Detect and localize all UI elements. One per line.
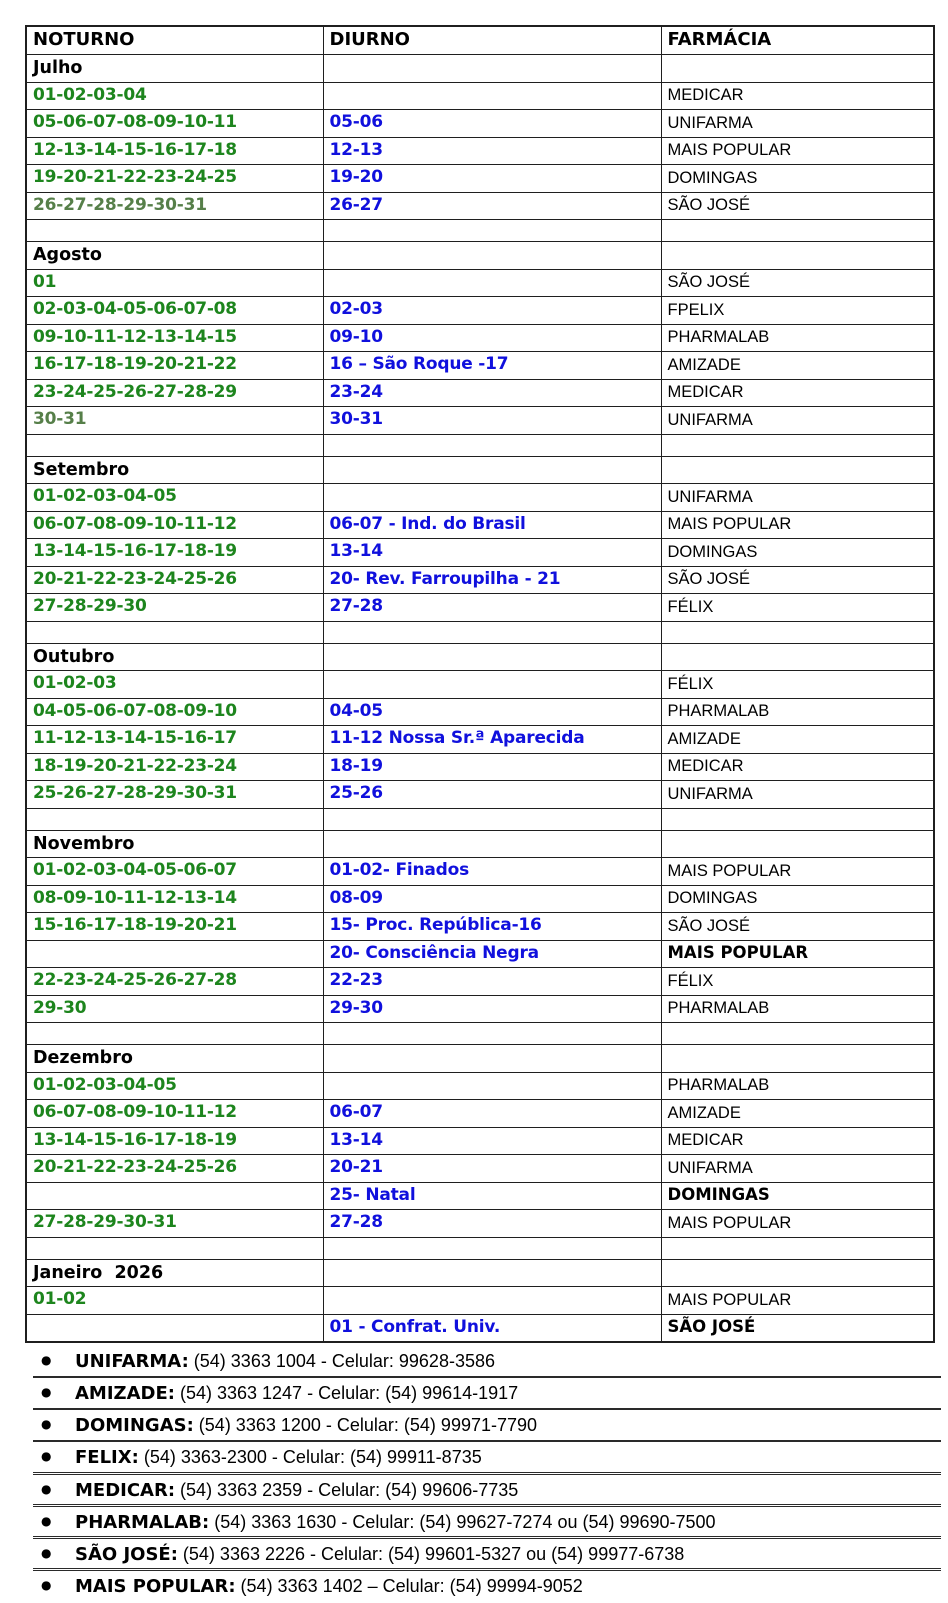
month-label-cell: Novembro — [26, 830, 323, 858]
diurno-dates-cell — [323, 1237, 661, 1259]
bullet-icon: ● — [41, 1513, 52, 1528]
schedule-row — [26, 995, 934, 1023]
farmacia-name-cell: UNIFARMA — [661, 781, 934, 809]
contact-phone-numbers: (54) 3363 2359 - Celular: (54) 99606-7735 — [180, 1479, 519, 1500]
schedule-row — [26, 1314, 934, 1342]
noturno-dates-cell: 20-21-22-23-24-25-26 — [26, 566, 323, 594]
diurno-dates-cell — [323, 1023, 661, 1045]
schedule-row — [26, 484, 934, 512]
farmacia-name-cell: PHARMALAB — [661, 995, 934, 1023]
spacer-row — [26, 621, 934, 643]
diurno-dates-cell: 11-12 Nossa Sr.ª Aparecida — [323, 726, 661, 754]
diurno-dates-cell: 06-07 - Ind. do Brasil — [323, 511, 661, 539]
schedule-row — [26, 297, 934, 325]
farmacia-name-cell: DOMINGAS — [661, 539, 934, 567]
noturno-dates-cell: 13-14-15-16-17-18-19 — [26, 1127, 323, 1155]
bullet-icon: ● — [41, 1385, 52, 1400]
month-row — [26, 456, 934, 484]
diurno-dates-cell: 18-19 — [323, 753, 661, 781]
noturno-dates-cell: 06-07-08-09-10-11-12 — [26, 511, 323, 539]
schedule-row — [26, 511, 934, 539]
schedule-row — [26, 379, 934, 407]
noturno-dates-cell: 01-02-03 — [26, 671, 323, 699]
month-label-cell: Outubro — [26, 643, 323, 671]
noturno-dates-cell: 01-02-03-04-05 — [26, 484, 323, 512]
diurno-dates-cell: 26-27 — [323, 192, 661, 220]
contact-pharmacy-name: SÃO JOSÉ: — [75, 1543, 178, 1565]
farmacia-name-cell — [661, 434, 934, 456]
month-row — [26, 830, 934, 858]
schedule-row — [26, 1100, 934, 1128]
contact-item — [25, 1507, 943, 1539]
contact-phone-numbers: (54) 3363-2300 - Celular: (54) 99911-8735 — [143, 1447, 482, 1468]
diurno-dates-cell: 19-20 — [323, 165, 661, 193]
diurno-dates-cell: 09-10 — [323, 324, 661, 352]
noturno-dates-cell — [26, 940, 323, 968]
month-row — [26, 1259, 934, 1287]
farmacia-name-cell: MEDICAR — [661, 1127, 934, 1155]
noturno-dates-cell: 12-13-14-15-16-17-18 — [26, 137, 323, 165]
diurno-dates-cell — [323, 434, 661, 456]
farmacia-name-cell: AMIZADE — [661, 352, 934, 380]
noturno-dates-cell: 04-05-06-07-08-09-10 — [26, 698, 323, 726]
schedule-row — [26, 594, 934, 622]
diurno-dates-cell — [323, 643, 661, 671]
farmacia-name-cell: MAIS POPULAR — [661, 1287, 934, 1315]
bullet-icon: ● — [41, 1353, 52, 1367]
schedule-row — [26, 110, 934, 138]
spacer-row — [26, 1023, 934, 1045]
bullet-icon: ● — [41, 1481, 52, 1496]
farmacia-name-cell: FÉLIX — [661, 968, 934, 996]
diurno-dates-cell: 13-14 — [323, 539, 661, 567]
schedule-row — [26, 165, 934, 193]
diurno-dates-cell: 01-02- Finados — [323, 858, 661, 886]
noturno-dates-cell: 01-02 — [26, 1287, 323, 1315]
noturno-dates-cell: 05-06-07-08-09-10-11 — [26, 110, 323, 138]
diurno-dates-cell: 27-28 — [323, 1210, 661, 1238]
contact-phone-numbers: (54) 3363 1200 - Celular: (54) 99971-7790 — [198, 1415, 538, 1436]
month-row — [26, 1045, 934, 1073]
farmacia-name-cell: MEDICAR — [661, 753, 934, 781]
noturno-dates-cell: 01-02-03-04-05-06-07 — [26, 858, 323, 886]
month-row — [26, 643, 934, 671]
contact-item — [25, 1475, 943, 1507]
diurno-dates-cell: 23-24 — [323, 379, 661, 407]
diurno-dates-cell: 15- Proc. República-16 — [323, 913, 661, 941]
schedule-row — [26, 82, 934, 110]
contact-pharmacy-name: AMIZADE: — [75, 1383, 175, 1405]
contact-item — [25, 1442, 943, 1474]
noturno-dates-cell: 11-12-13-14-15-16-17 — [26, 726, 323, 754]
diurno-dates-cell — [323, 621, 661, 643]
farmacia-name-cell: FÉLIX — [661, 594, 934, 622]
bullet-icon: ● — [41, 1545, 52, 1560]
farmacia-name-cell: FPELIX — [661, 297, 934, 325]
noturno-dates-cell: 01 — [26, 269, 323, 297]
diurno-dates-cell — [323, 220, 661, 242]
spacer-row — [26, 808, 934, 830]
farmacia-name-cell: MAIS POPULAR — [661, 511, 934, 539]
diurno-dates-cell: 05-06 — [323, 110, 661, 138]
farmacia-name-cell — [661, 808, 934, 830]
noturno-dates-cell: 19-20-21-22-23-24-25 — [26, 165, 323, 193]
diurno-dates-cell: 27-28 — [323, 594, 661, 622]
diurno-dates-cell: 04-05 — [323, 698, 661, 726]
diurno-dates-cell: 06-07 — [323, 1100, 661, 1128]
contact-item — [25, 1571, 943, 1603]
noturno-dates-cell: 01-02-03-04-05 — [26, 1072, 323, 1100]
bullet-icon: ● — [41, 1417, 52, 1432]
contact-pharmacy-name: MAIS POPULAR: — [75, 1576, 236, 1598]
diurno-dates-cell — [323, 82, 661, 110]
noturno-dates-cell: 06-07-08-09-10-11-12 — [26, 1100, 323, 1128]
farmacia-name-cell — [661, 830, 934, 858]
column-header-noturno: NOTURNO — [26, 26, 323, 55]
schedule-row — [26, 324, 934, 352]
noturno-dates-cell: 23-24-25-26-27-28-29 — [26, 379, 323, 407]
schedule-row — [26, 671, 934, 699]
diurno-dates-cell: 20- Consciência Negra — [323, 940, 661, 968]
contact-phone-numbers: (54) 3363 2226 - Celular: (54) 99601-5327 ou (54) 99977-6738 — [182, 1543, 685, 1564]
spacer-row — [26, 220, 934, 242]
farmacia-name-cell — [661, 242, 934, 270]
noturno-dates-cell: 26-27-28-29-30-31 — [26, 192, 323, 220]
schedule-row — [26, 726, 934, 754]
noturno-dates-cell: 09-10-11-12-13-14-15 — [26, 324, 323, 352]
diurno-dates-cell: 20- Rev. Farroupilha - 21 — [323, 566, 661, 594]
farmacia-name-cell: SÃO JOSÉ — [661, 1314, 934, 1342]
farmacia-name-cell: PHARMALAB — [661, 324, 934, 352]
farmacia-name-cell: AMIZADE — [661, 1100, 934, 1128]
schedule-row — [26, 407, 934, 435]
noturno-dates-cell — [26, 621, 323, 643]
schedule-row — [26, 1155, 934, 1183]
month-label-cell: Agosto — [26, 242, 323, 270]
diurno-dates-cell: 12-13 — [323, 137, 661, 165]
schedule-row — [26, 968, 934, 996]
noturno-dates-cell: 02-03-04-05-06-07-08 — [26, 297, 323, 325]
diurno-dates-cell: 20-21 — [323, 1155, 661, 1183]
farmacia-name-cell: MAIS POPULAR — [661, 137, 934, 165]
noturno-dates-cell: 22-23-24-25-26-27-28 — [26, 968, 323, 996]
contact-pharmacy-name: MEDICAR: — [75, 1479, 176, 1501]
farmacia-name-cell: PHARMALAB — [661, 698, 934, 726]
month-row — [26, 242, 934, 270]
contact-phone-numbers: (54) 3363 1247 - Celular: (54) 99614-1917 — [179, 1383, 519, 1404]
farmacia-name-cell — [661, 1237, 934, 1259]
diurno-dates-cell — [323, 1287, 661, 1315]
farmacia-name-cell — [661, 55, 934, 83]
table-header-row — [26, 26, 934, 55]
schedule-row — [26, 269, 934, 297]
farmacia-name-cell: FÉLIX — [661, 671, 934, 699]
farmacia-name-cell — [661, 621, 934, 643]
farmacia-name-cell: MAIS POPULAR — [661, 940, 934, 968]
contact-pharmacy-name: DOMINGAS: — [75, 1415, 194, 1437]
diurno-dates-cell: 02-03 — [323, 297, 661, 325]
farmacia-name-cell: DOMINGAS — [661, 885, 934, 913]
schedule-row — [26, 1127, 934, 1155]
diurno-dates-cell: 25-26 — [323, 781, 661, 809]
diurno-dates-cell: 29-30 — [323, 995, 661, 1023]
noturno-dates-cell: 01-02-03-04 — [26, 82, 323, 110]
farmacia-name-cell: SÃO JOSÉ — [661, 913, 934, 941]
diurno-dates-cell — [323, 1072, 661, 1100]
diurno-dates-cell — [323, 671, 661, 699]
contact-pharmacy-name: FELIX: — [75, 1447, 139, 1469]
column-header-farmacia: FARMÁCIA — [661, 26, 934, 55]
spacer-row — [26, 434, 934, 456]
noturno-dates-cell: 30-31 — [26, 407, 323, 435]
noturno-dates-cell — [26, 220, 323, 242]
diurno-dates-cell — [323, 808, 661, 830]
farmacia-name-cell: MEDICAR — [661, 379, 934, 407]
diurno-dates-cell — [323, 1045, 661, 1073]
diurno-dates-cell — [323, 269, 661, 297]
farmacia-name-cell: UNIFARMA — [661, 1155, 934, 1183]
contact-item — [25, 1346, 943, 1378]
spacer-row — [26, 1237, 934, 1259]
noturno-dates-cell — [26, 1182, 323, 1210]
contact-item — [25, 1378, 943, 1410]
noturno-dates-cell — [26, 1314, 323, 1342]
schedule-row — [26, 539, 934, 567]
noturno-dates-cell: 08-09-10-11-12-13-14 — [26, 885, 323, 913]
month-label-cell: Julho — [26, 55, 323, 83]
contact-phone-numbers: (54) 3363 1630 - Celular: (54) 99627-7274 ou (54) 99690-7500 — [214, 1511, 716, 1532]
diurno-dates-cell — [323, 830, 661, 858]
noturno-dates-cell — [26, 1237, 323, 1259]
pharmacy-contacts-list — [25, 1346, 943, 1603]
farmacia-name-cell: MAIS POPULAR — [661, 1210, 934, 1238]
farmacia-name-cell — [661, 643, 934, 671]
farmacia-name-cell: UNIFARMA — [661, 484, 934, 512]
diurno-dates-cell: 01 - Confrat. Univ. — [323, 1314, 661, 1342]
farmacia-name-cell: UNIFARMA — [661, 407, 934, 435]
noturno-dates-cell: 15-16-17-18-19-20-21 — [26, 913, 323, 941]
contact-pharmacy-name: UNIFARMA: — [75, 1351, 189, 1372]
diurno-dates-cell: 16 – São Roque -17 — [323, 352, 661, 380]
diurno-dates-cell: 08-09 — [323, 885, 661, 913]
schedule-row — [26, 885, 934, 913]
noturno-dates-cell: 16-17-18-19-20-21-22 — [26, 352, 323, 380]
farmacia-name-cell — [661, 1259, 934, 1287]
schedule-row — [26, 940, 934, 968]
diurno-dates-cell — [323, 55, 661, 83]
farmacia-name-cell: MEDICAR — [661, 82, 934, 110]
farmacia-name-cell: UNIFARMA — [661, 110, 934, 138]
schedule-row — [26, 781, 934, 809]
schedule-body — [26, 55, 934, 1343]
month-row — [26, 55, 934, 83]
diurno-dates-cell: 30-31 — [323, 407, 661, 435]
farmacia-name-cell: MAIS POPULAR — [661, 858, 934, 886]
schedule-row — [26, 1182, 934, 1210]
farmacia-name-cell: DOMINGAS — [661, 165, 934, 193]
diurno-dates-cell — [323, 1259, 661, 1287]
noturno-dates-cell — [26, 808, 323, 830]
farmacia-name-cell: PHARMALAB — [661, 1072, 934, 1100]
diurno-dates-cell — [323, 242, 661, 270]
schedule-row — [26, 1210, 934, 1238]
contact-phone-numbers: (54) 3363 1004 - Celular: 99628-3586 — [193, 1351, 495, 1371]
diurno-dates-cell — [323, 456, 661, 484]
month-label-cell: Janeiro 2026 — [26, 1259, 323, 1287]
contact-pharmacy-name: PHARMALAB: — [75, 1511, 210, 1533]
schedule-row — [26, 352, 934, 380]
month-label-cell: Setembro — [26, 456, 323, 484]
contact-item — [25, 1410, 943, 1442]
noturno-dates-cell: 13-14-15-16-17-18-19 — [26, 539, 323, 567]
schedule-row — [26, 1072, 934, 1100]
farmacia-name-cell: SÃO JOSÉ — [661, 269, 934, 297]
bullet-icon: ● — [41, 1449, 52, 1464]
column-header-diurno: DIURNO — [323, 26, 661, 55]
schedule-row — [26, 137, 934, 165]
noturno-dates-cell: 27-28-29-30 — [26, 594, 323, 622]
diurno-dates-cell: 13-14 — [323, 1127, 661, 1155]
noturno-dates-cell — [26, 434, 323, 456]
noturno-dates-cell: 18-19-20-21-22-23-24 — [26, 753, 323, 781]
noturno-dates-cell: 29-30 — [26, 995, 323, 1023]
schedule-row — [26, 698, 934, 726]
bullet-icon: ● — [41, 1578, 52, 1593]
farmacia-name-cell: AMIZADE — [661, 726, 934, 754]
farmacia-name-cell: DOMINGAS — [661, 1182, 934, 1210]
noturno-dates-cell — [26, 1023, 323, 1045]
month-label-cell: Dezembro — [26, 1045, 323, 1073]
noturno-dates-cell: 20-21-22-23-24-25-26 — [26, 1155, 323, 1183]
schedule-row — [26, 753, 934, 781]
schedule-table — [25, 25, 935, 1343]
schedule-row — [26, 192, 934, 220]
diurno-dates-cell — [323, 484, 661, 512]
contact-phone-numbers: (54) 3363 1402 – Celular: (54) 99994-9052 — [240, 1576, 583, 1597]
schedule-row — [26, 858, 934, 886]
schedule-row — [26, 566, 934, 594]
noturno-dates-cell: 25-26-27-28-29-30-31 — [26, 781, 323, 809]
schedule-row — [26, 913, 934, 941]
schedule-row — [26, 1287, 934, 1315]
diurno-dates-cell: 25- Natal — [323, 1182, 661, 1210]
farmacia-name-cell: SÃO JOSÉ — [661, 566, 934, 594]
farmacia-name-cell — [661, 1023, 934, 1045]
contact-item — [25, 1539, 943, 1571]
farmacia-name-cell — [661, 220, 934, 242]
farmacia-name-cell — [661, 1045, 934, 1073]
diurno-dates-cell: 22-23 — [323, 968, 661, 996]
farmacia-name-cell: SÃO JOSÉ — [661, 192, 934, 220]
noturno-dates-cell: 27-28-29-30-31 — [26, 1210, 323, 1238]
farmacia-name-cell — [661, 456, 934, 484]
